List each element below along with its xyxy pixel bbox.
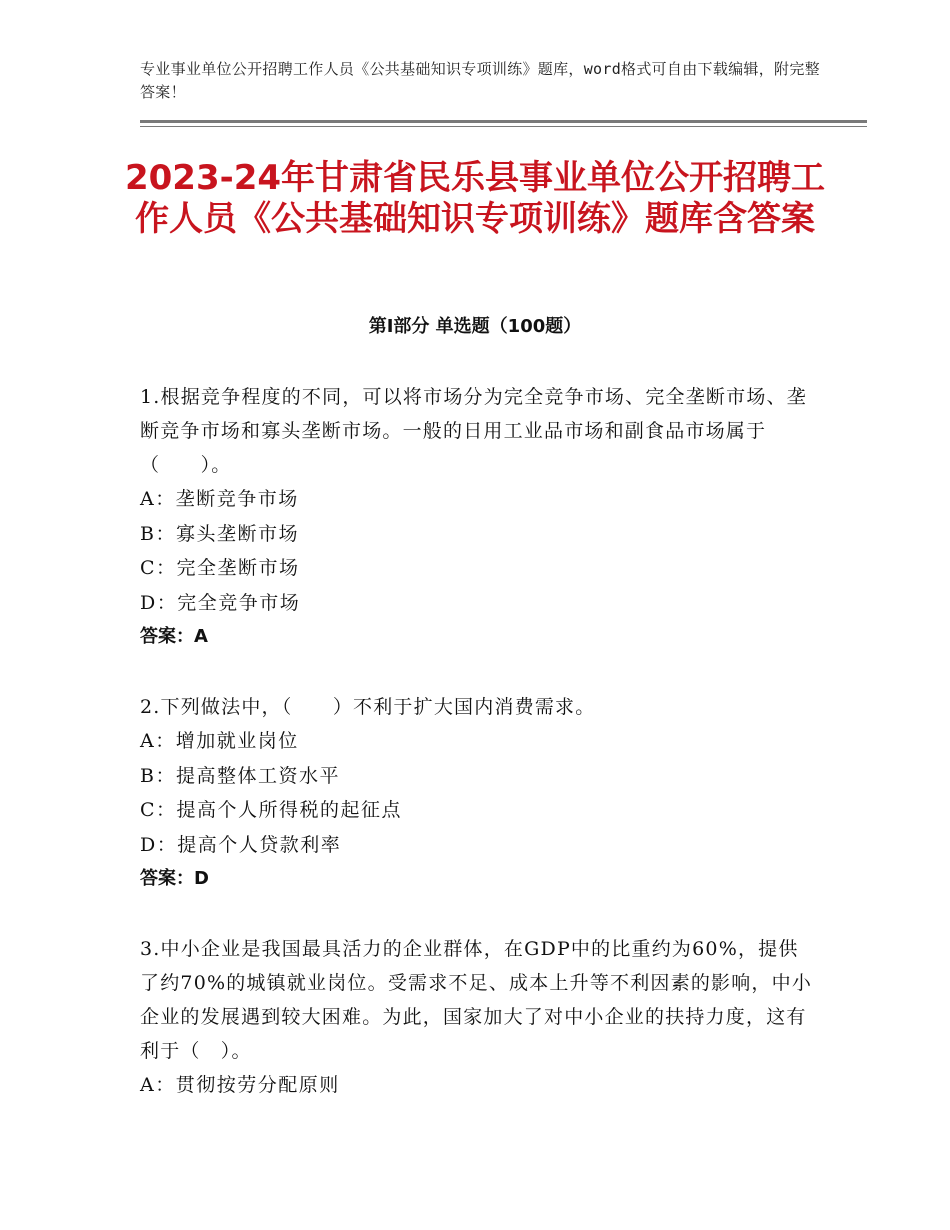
option-b: B：寡头垄断市场 <box>140 522 299 545</box>
question-spacer <box>140 654 815 690</box>
option-b: B：提高整体工资水平 <box>140 764 340 787</box>
question-2 <box>140 690 815 896</box>
question-stem: 3.中小企业是我国最具活力的企业群体，在GDP中的比重约为60%，提供了约70%的城镇就业岗位。受需求不足、成本上升等不利因素的影响，中小企业的发展遇到较大困难。为此，国家加大了对中小企业的扶持力度，这有利于（ ）。 <box>140 938 813 1062</box>
question-spacer <box>140 896 815 932</box>
question-3 <box>140 932 815 1103</box>
question-list <box>140 380 815 1103</box>
option-d: D：提高个人贷款利率 <box>140 833 342 856</box>
option-a: A：贯彻按劳分配原则 <box>140 1074 340 1096</box>
option-c: C：提高个人所得税的起征点 <box>140 799 403 821</box>
header-divider-thick <box>140 120 867 123</box>
option-a: A：增加就业岗位 <box>140 730 299 752</box>
answer: 答案：A <box>140 626 208 647</box>
option-c: C：完全垄断市场 <box>140 557 300 579</box>
header-divider-thin <box>140 126 867 127</box>
question-stem: 1.根据竞争程度的不同，可以将市场分为完全竞争市场、完全垄断市场、垄断竞争市场和寡头垄断市场。一般的日用工业品市场和副食品市场属于（ ）。 <box>140 386 807 476</box>
document-title: 2023-24年甘肃省民乐县事业单位公开招聘工作人员《公共基础知识专项训练》题库含答案 <box>124 158 826 239</box>
section-title: 第Ⅰ部分 单选题（100题） <box>368 316 582 337</box>
option-d: D：完全竞争市场 <box>140 591 301 614</box>
option-a: A：垄断竞争市场 <box>140 488 299 510</box>
question-stem: 2.下列做法中，（ ）不利于扩大国内消费需求。 <box>140 696 596 718</box>
header-note: 专业事业单位公开招聘工作人员《公共基础知识专项训练》题库，word格式可自由下载编辑，附完整答案！ <box>140 60 820 101</box>
answer: 答案：D <box>140 868 209 889</box>
question-1 <box>140 380 815 654</box>
